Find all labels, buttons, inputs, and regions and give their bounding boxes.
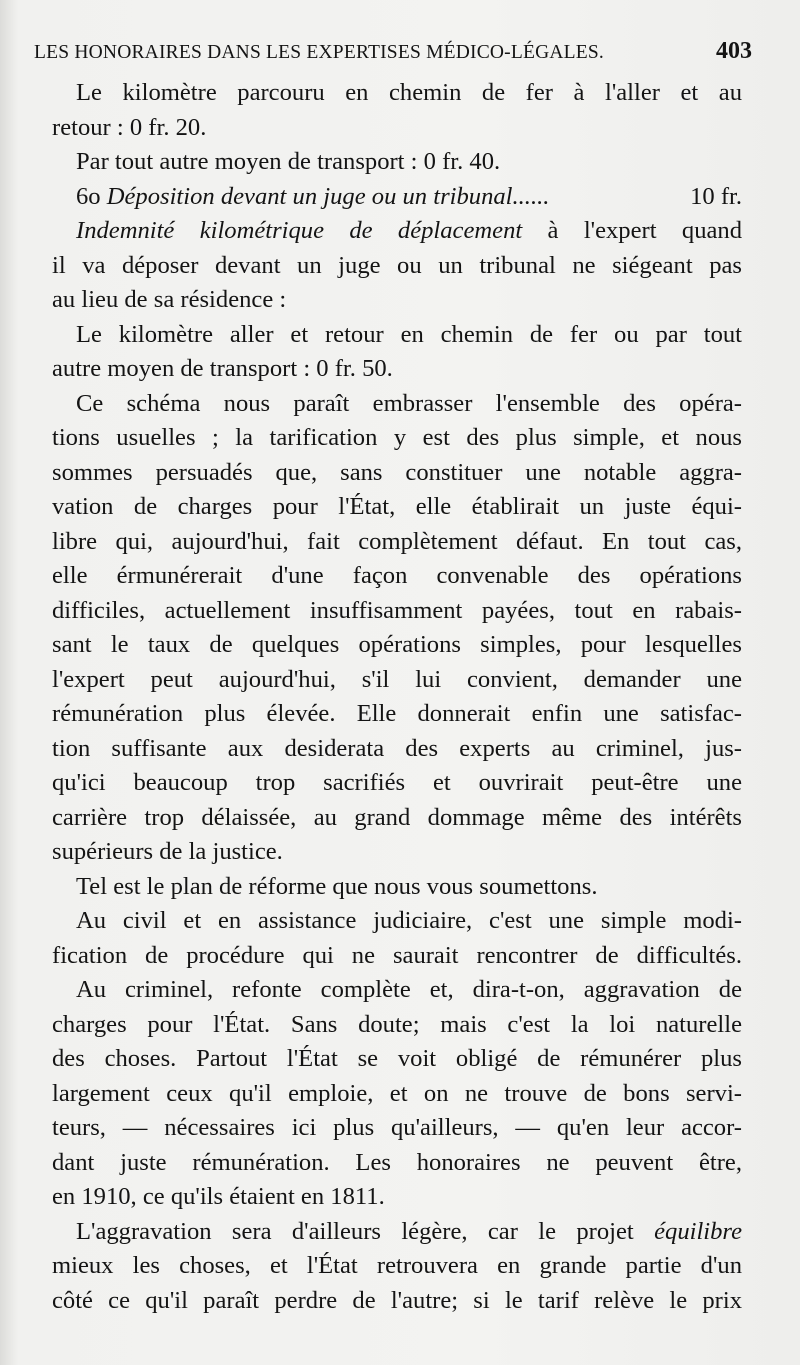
item-amount: 10 fr. (690, 182, 742, 210)
text-line: largement ceux qu'il emploie, et on ne trouve de bons servi- (52, 1079, 742, 1107)
text-line: autre moyen de transport : 0 fr. 50. (52, 355, 393, 382)
text-line: fication de procédure qui ne saurait rencontrer de difficultés. (52, 941, 742, 969)
text-line: il va déposer devant un juge ou un tribunal ne siégeant pas (52, 251, 742, 279)
text-line: au lieu de sa résidence : (52, 286, 287, 313)
page-header (34, 38, 752, 72)
tariff-item-deposition (52, 180, 742, 215)
text-line: charges pour l'État. Sans doute; mais c'est la loi naturelle (52, 1010, 742, 1038)
text-line: Au civil et en assistance judiciaire, c'est une simple modi- (76, 907, 742, 934)
text-line: supérieurs de la justice. (52, 838, 283, 865)
text-fragment: à l'expert quand (522, 217, 742, 244)
text-line: Le kilomètre parcouru en chemin de fer à l'aller et au (76, 79, 742, 106)
text-line: elle érmunérerait d'une façon convenable des opérations (52, 562, 742, 589)
text-line: libre qui, aujourd'hui, fait complètement défaut. En tout cas, (52, 527, 742, 555)
text-line: Ce schéma nous paraît embrasser l'ensemble des opéra- (76, 389, 742, 417)
text-line: sant le taux de quelques opérations simples, pour lesquelles (52, 631, 742, 658)
text-line: teurs, — nécessaires ici plus qu'ailleurs, — qu'en leur accor- (52, 1114, 742, 1141)
text-line: en 1910, ce qu'ils étaient en 1811. (52, 1183, 385, 1210)
text-line: l'expert peut aujourd'hui, s'il lui convient, demander une (52, 665, 742, 693)
text-line: Tel est le plan de réforme que nous vous soumettons. (76, 872, 598, 900)
page-number: 403 (716, 38, 752, 64)
text-line: vation de charges pour l'État, elle établirait un juste équi- (52, 493, 742, 520)
text-line: retour : 0 fr. 20. (52, 113, 207, 141)
emphasis-word: équilibre (654, 1217, 742, 1245)
text-line: Par tout autre moyen de transport : 0 fr. 40. (76, 148, 501, 175)
item-title: Indemnité kilométrique de déplacement (76, 217, 523, 244)
text-line: qu'ici beaucoup trop sacrifiés et ouvrirait peut-être une (52, 769, 742, 796)
item-number: 6o (76, 182, 101, 210)
text-line: dant juste rémunération. Les honoraires ne peuvent être, (52, 1148, 742, 1176)
body-text (52, 76, 742, 1318)
text-line: côté ce qu'il paraît perdre de l'autre; si le tarif relève le prix (52, 1286, 742, 1314)
text-line (52, 1215, 742, 1250)
text-fragment: L'aggravation sera d'ailleurs légère, car le projet (76, 1217, 655, 1245)
text-line: Au criminel, refonte complète et, dira-t-on, aggravation de (76, 976, 742, 1003)
text-line: sommes persuadés que, sans constituer une notable aggra- (52, 458, 742, 486)
text-line: tions usuelles ; la tarification y est des plus simple, et nous (52, 424, 742, 451)
text-line: Le kilomètre aller et retour en chemin de fer ou par tout (76, 320, 742, 348)
running-title: LES HONORAIRES DANS LES EXPERTISES MÉDICO-LÉGALES. (34, 42, 605, 63)
text-line: carrière trop délaissée, au grand dommage même des intérêts (52, 803, 742, 831)
text-line: difficiles, actuellement insuffisamment payées, tout en rabais- (52, 596, 742, 624)
text-line: des choses. Partout l'État se voit obligé de rémunérer plus (52, 1045, 742, 1072)
item-title: Déposition devant un juge ou un tribunal...... (106, 182, 550, 210)
text-line: mieux les choses, et l'État retrouvera en grande partie d'un (52, 1252, 742, 1279)
text-line (52, 214, 742, 249)
text-line: tion suffisante aux desiderata des experts au criminel, jus- (52, 734, 742, 762)
text-line: rémunération plus élevée. Elle donnerait enfin une satisfac- (52, 700, 742, 727)
